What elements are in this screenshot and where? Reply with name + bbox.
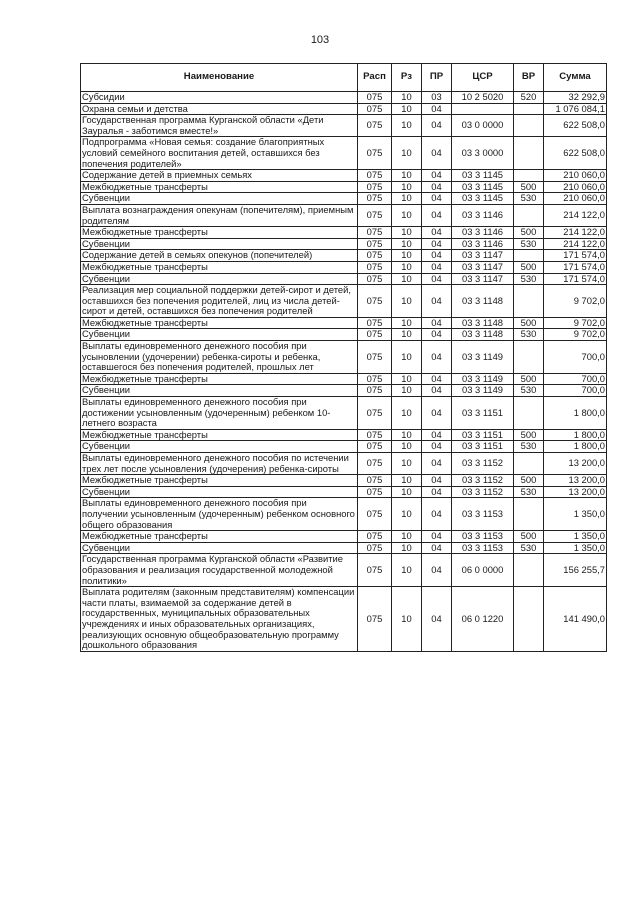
cell-vr [514,250,544,262]
cell-name: Субвенции [81,385,358,397]
cell-name: Субвенции [81,329,358,341]
cell-sum: 1 350,0 [544,498,607,531]
cell-name: Выплаты единовременного денежного пособия при достижении усыновленным (удочеренным) ребенком 10-летнего возраста [81,397,358,430]
cell-sum: 622 508,0 [544,115,607,137]
cell-csr: 03 3 1145 [452,181,514,193]
cell-name: Субвенции [81,193,358,205]
cell-vr: 530 [514,385,544,397]
cell-vr: 530 [514,542,544,554]
table-row [81,204,607,226]
cell-csr: 03 3 1149 [452,385,514,397]
cell-vr: 500 [514,227,544,239]
cell-vr: 500 [514,531,544,543]
cell-pr: 04 [422,341,452,374]
cell-vr: 500 [514,181,544,193]
cell-pr: 04 [422,250,452,262]
cell-pr: 04 [422,587,452,652]
cell-name: Государственная программа Курганской области «Дети Зауралья - заботимся вместе!» [81,115,358,137]
cell-rasp: 075 [358,137,392,170]
cell-name: Охрана семьи и детства [81,103,358,115]
cell-rasp: 075 [358,227,392,239]
cell-vr: 500 [514,317,544,329]
cell-rasp: 075 [358,250,392,262]
table-row [81,115,607,137]
cell-rasp: 075 [358,542,392,554]
cell-name: Субвенции [81,238,358,250]
cell-sum: 1 800,0 [544,397,607,430]
cell-vr: 520 [514,92,544,104]
cell-pr: 04 [422,103,452,115]
cell-rasp: 075 [358,554,392,587]
cell-rz: 10 [392,204,422,226]
cell-csr: 03 3 1152 [452,475,514,487]
cell-rasp: 075 [358,170,392,182]
cell-rasp: 075 [358,441,392,453]
cell-pr: 04 [422,385,452,397]
cell-pr: 04 [422,486,452,498]
table-row [81,227,607,239]
header-rasp: Расп [358,64,392,92]
header-pr: ПР [422,64,452,92]
cell-csr: 10 2 5020 [452,92,514,104]
cell-vr [514,103,544,115]
cell-sum: 1 350,0 [544,542,607,554]
cell-pr: 04 [422,317,452,329]
table-row [81,170,607,182]
cell-rz: 10 [392,531,422,543]
header-sum: Сумма [544,64,607,92]
cell-rz: 10 [392,397,422,430]
cell-csr: 03 3 1151 [452,441,514,453]
cell-rz: 10 [392,137,422,170]
cell-csr: 03 0 0000 [452,115,514,137]
cell-vr [514,498,544,531]
cell-rz: 10 [392,453,422,475]
cell-sum: 214 122,0 [544,238,607,250]
cell-rz: 10 [392,92,422,104]
cell-rz: 10 [392,103,422,115]
cell-sum: 214 122,0 [544,227,607,239]
cell-pr: 04 [422,238,452,250]
cell-sum: 622 508,0 [544,137,607,170]
cell-rz: 10 [392,193,422,205]
cell-rz: 10 [392,475,422,487]
cell-rz: 10 [392,486,422,498]
cell-csr: 03 3 1148 [452,329,514,341]
cell-rasp: 075 [358,115,392,137]
cell-rz: 10 [392,385,422,397]
cell-csr: 03 3 1151 [452,397,514,430]
cell-rasp: 075 [358,397,392,430]
cell-vr: 530 [514,273,544,285]
table-row [81,429,607,441]
cell-sum: 1 800,0 [544,441,607,453]
cell-pr: 04 [422,554,452,587]
cell-csr: 03 3 1149 [452,341,514,374]
cell-vr: 530 [514,441,544,453]
cell-name: Выплаты единовременного денежного пособия при получении усыновленным (удочеренным) ребенком основного общего образования [81,498,358,531]
cell-pr: 04 [422,273,452,285]
cell-vr [514,554,544,587]
cell-name: Межбюджетные трансферты [81,181,358,193]
cell-rasp: 075 [358,486,392,498]
cell-name: Подпрограмма «Новая семья: создание благоприятных условий семейного воспитания детей, оставшихся без попечения родителей» [81,137,358,170]
header-vr: ВР [514,64,544,92]
cell-rasp: 075 [358,341,392,374]
cell-csr: 03 3 1151 [452,429,514,441]
cell-rasp: 075 [358,329,392,341]
cell-sum: 700,0 [544,373,607,385]
cell-rasp: 075 [358,204,392,226]
cell-sum: 700,0 [544,385,607,397]
cell-rz: 10 [392,115,422,137]
cell-rasp: 075 [358,587,392,652]
cell-csr [452,103,514,115]
cell-rz: 10 [392,329,422,341]
cell-sum: 13 200,0 [544,475,607,487]
cell-rz: 10 [392,273,422,285]
table-row [81,137,607,170]
cell-vr: 500 [514,429,544,441]
cell-pr: 04 [422,397,452,430]
cell-pr: 04 [422,429,452,441]
cell-csr: 03 3 1146 [452,204,514,226]
cell-pr: 04 [422,373,452,385]
cell-vr [514,115,544,137]
cell-rasp: 075 [358,373,392,385]
cell-rz: 10 [392,441,422,453]
cell-rasp: 075 [358,317,392,329]
table-row [81,498,607,531]
cell-csr: 03 3 1153 [452,542,514,554]
cell-csr: 03 3 1153 [452,531,514,543]
cell-csr: 03 3 1152 [452,453,514,475]
cell-sum: 700,0 [544,341,607,374]
table-header-row [81,64,607,92]
table-row [81,554,607,587]
table-row [81,181,607,193]
cell-sum: 171 574,0 [544,261,607,273]
cell-pr: 04 [422,441,452,453]
cell-csr: 03 3 0000 [452,137,514,170]
table-row [81,486,607,498]
cell-pr: 04 [422,170,452,182]
cell-vr [514,341,544,374]
cell-vr: 500 [514,261,544,273]
cell-csr: 03 3 1146 [452,227,514,239]
cell-csr: 03 3 1149 [452,373,514,385]
table-row [81,273,607,285]
cell-csr: 03 3 1147 [452,261,514,273]
cell-name: Субвенции [81,486,358,498]
header-csr: ЦСР [452,64,514,92]
cell-csr: 03 3 1147 [452,273,514,285]
cell-csr: 03 3 1148 [452,317,514,329]
cell-name: Субсидии [81,92,358,104]
cell-rz: 10 [392,587,422,652]
cell-vr: 530 [514,238,544,250]
cell-name: Межбюджетные трансферты [81,261,358,273]
cell-name: Межбюджетные трансферты [81,531,358,543]
page-number: 103 [310,34,330,46]
cell-csr: 03 3 1153 [452,498,514,531]
table-row [81,329,607,341]
cell-name: Государственная программа Курганской области «Развитие образования и реализация государственной молодежной политики» [81,554,358,587]
table-row [81,92,607,104]
cell-name: Выплаты единовременного денежного пособия по истечении трех лет после усыновления (удочерения) ребенка-сироты [81,453,358,475]
cell-vr: 500 [514,373,544,385]
cell-name: Содержание детей в семьях опекунов (попечителей) [81,250,358,262]
table-row [81,341,607,374]
table-row [81,453,607,475]
table-row [81,542,607,554]
cell-sum: 141 490,0 [544,587,607,652]
cell-vr [514,587,544,652]
table-row [81,587,607,652]
cell-name: Выплаты единовременного денежного пособия при усыновлении (удочерении) ребенка-сироты и ребенка, оставшегося без попечения родителей, прошлых лет [81,341,358,374]
cell-csr: 03 3 1148 [452,285,514,318]
cell-vr [514,204,544,226]
cell-rasp: 075 [358,103,392,115]
cell-pr: 04 [422,285,452,318]
cell-rz: 10 [392,373,422,385]
cell-name: Выплата родителям (законным представителям) компенсации части платы, взимаемой за содержание детей в государственных, муниципальных образовательных учреждениях и иных образовательных организациях, реализующих основную общеобразовательную программу дошкольного образования [81,587,358,652]
cell-pr: 04 [422,542,452,554]
cell-vr [514,397,544,430]
table-row [81,531,607,543]
cell-sum: 171 574,0 [544,273,607,285]
cell-sum: 13 200,0 [544,453,607,475]
table-row [81,397,607,430]
cell-rasp: 075 [358,385,392,397]
cell-sum: 9 702,0 [544,285,607,318]
cell-sum: 210 060,0 [544,170,607,182]
cell-name: Межбюджетные трансферты [81,317,358,329]
cell-rz: 10 [392,238,422,250]
table-row [81,103,607,115]
cell-name: Межбюджетные трансферты [81,227,358,239]
cell-pr: 04 [422,475,452,487]
cell-sum: 210 060,0 [544,193,607,205]
table-row [81,475,607,487]
table-row [81,385,607,397]
cell-rz: 10 [392,498,422,531]
cell-vr: 530 [514,486,544,498]
cell-vr [514,453,544,475]
cell-rasp: 075 [358,92,392,104]
table-row [81,238,607,250]
cell-rz: 10 [392,429,422,441]
cell-name: Субвенции [81,273,358,285]
cell-pr: 04 [422,261,452,273]
cell-vr [514,285,544,318]
cell-rasp: 075 [358,273,392,285]
cell-csr: 03 3 1152 [452,486,514,498]
cell-sum: 156 255,7 [544,554,607,587]
cell-rasp: 075 [358,193,392,205]
cell-name: Межбюджетные трансферты [81,429,358,441]
cell-rz: 10 [392,250,422,262]
cell-rz: 10 [392,170,422,182]
cell-sum: 9 702,0 [544,329,607,341]
cell-sum: 9 702,0 [544,317,607,329]
table-row [81,441,607,453]
cell-pr: 04 [422,531,452,543]
cell-pr: 04 [422,137,452,170]
header-rz: Рз [392,64,422,92]
cell-name: Субвенции [81,542,358,554]
cell-sum: 214 122,0 [544,204,607,226]
cell-pr: 04 [422,227,452,239]
cell-rasp: 075 [358,453,392,475]
cell-vr: 530 [514,329,544,341]
table-row [81,373,607,385]
cell-vr: 530 [514,193,544,205]
cell-csr: 06 0 1220 [452,587,514,652]
cell-rasp: 075 [358,531,392,543]
cell-sum: 210 060,0 [544,181,607,193]
table-row [81,285,607,318]
cell-csr: 03 3 1145 [452,170,514,182]
cell-rz: 10 [392,285,422,318]
cell-name: Межбюджетные трансферты [81,475,358,487]
cell-rasp: 075 [358,498,392,531]
cell-rasp: 075 [358,285,392,318]
cell-rasp: 075 [358,181,392,193]
cell-sum: 13 200,0 [544,486,607,498]
cell-csr: 03 3 1147 [452,250,514,262]
cell-sum: 1 076 084,1 [544,103,607,115]
table-row [81,250,607,262]
header-name: Наименование [81,64,358,92]
cell-name: Содержание детей в приемных семьях [81,170,358,182]
cell-sum: 1 800,0 [544,429,607,441]
cell-rz: 10 [392,181,422,193]
cell-csr: 03 3 1145 [452,193,514,205]
cell-name: Субвенции [81,441,358,453]
cell-rasp: 075 [358,261,392,273]
cell-pr: 04 [422,453,452,475]
cell-pr: 04 [422,181,452,193]
cell-sum: 1 350,0 [544,531,607,543]
cell-rz: 10 [392,317,422,329]
cell-rasp: 075 [358,429,392,441]
cell-rz: 10 [392,341,422,374]
cell-pr: 04 [422,193,452,205]
table-row [81,317,607,329]
cell-name: Выплата вознаграждения опекунам (попечителям), приемным родителям [81,204,358,226]
table-row [81,193,607,205]
cell-csr: 03 3 1146 [452,238,514,250]
cell-rasp: 075 [358,238,392,250]
cell-rz: 10 [392,227,422,239]
cell-pr: 03 [422,92,452,104]
cell-vr: 500 [514,475,544,487]
cell-rz: 10 [392,554,422,587]
table-row [81,261,607,273]
cell-sum: 171 574,0 [544,250,607,262]
cell-pr: 04 [422,329,452,341]
cell-name: Реализация мер социальной поддержки детей-сирот и детей, оставшихся без попечения родителей, лиц из числа детей-сирот и детей, оставшихся без попечения родителей [81,285,358,318]
cell-rz: 10 [392,542,422,554]
cell-pr: 04 [422,498,452,531]
cell-pr: 04 [422,115,452,137]
cell-pr: 04 [422,204,452,226]
cell-csr: 06 0 0000 [452,554,514,587]
cell-sum: 32 292,9 [544,92,607,104]
cell-rz: 10 [392,261,422,273]
cell-name: Межбюджетные трансферты [81,373,358,385]
budget-table [80,63,607,652]
cell-vr [514,170,544,182]
cell-vr [514,137,544,170]
cell-rasp: 075 [358,475,392,487]
